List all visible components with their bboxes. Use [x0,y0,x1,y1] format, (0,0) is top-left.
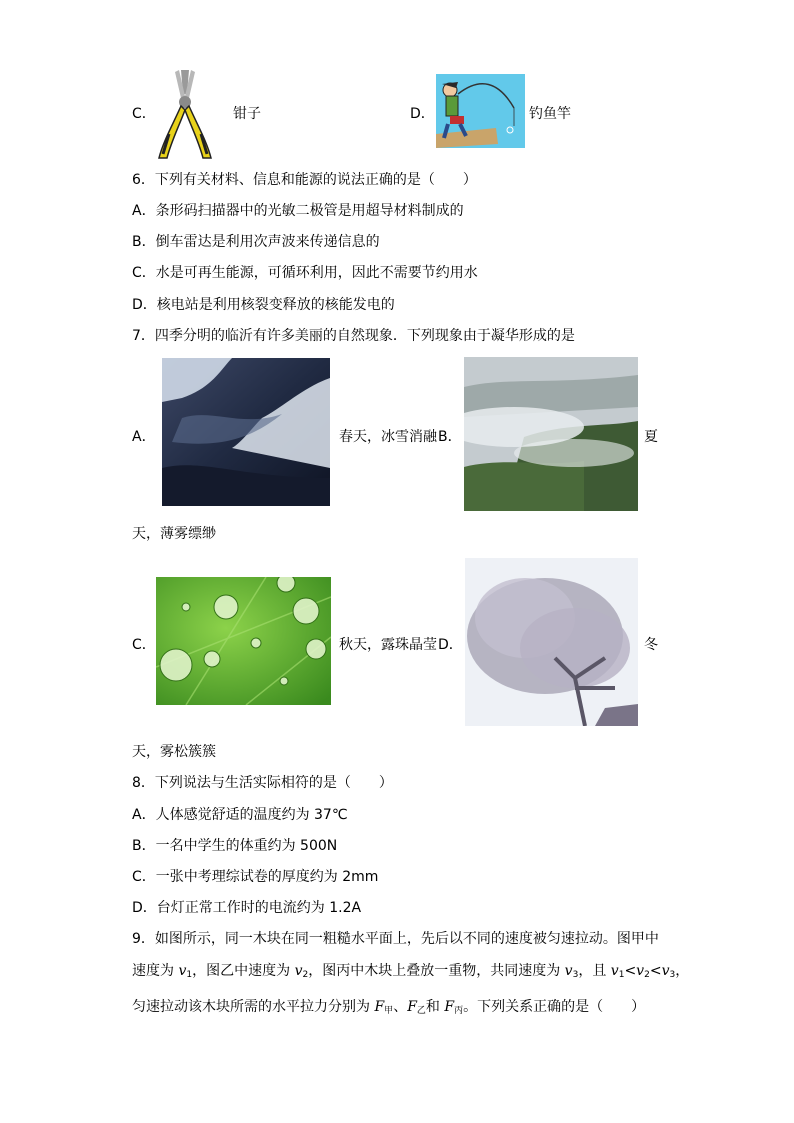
q7-option-d-continuation: 天，雾松簇簇 [132,744,216,760]
q7-option-b-label: B． [438,429,462,445]
rime-tree-image [465,558,638,726]
q7-option-a-text: 春天，冰雪消融 [339,429,437,445]
q9-line-3: 匀速拉动该木块所需的水平拉力分别为 $F_甲$、$F_乙$和 $F_丙$。下列关系正确的是（ ） [132,999,646,1016]
q7-option-c-text: 秋天，露珠晶莹 [339,637,437,653]
q7-option-b-text: 夏 [644,429,658,445]
q8-option-c: C．一张中考理综试卷的厚度约为 2mm [132,869,379,885]
q5-option-d-text: 钓鱼竿 [529,106,571,122]
mist-image [464,357,638,511]
q5-option-d-label: D． [410,106,435,122]
q9-line-1: 9．如图所示，同一木块在同一粗糙水平面上，先后以不同的速度被匀速拉动。图甲中 [132,931,659,947]
q6-option-b: B．倒车雷达是利用次声波来传递信息的 [132,234,380,250]
pliers-image [153,64,217,160]
q7-option-c-label: C． [132,637,156,653]
q6-stem: 6．下列有关材料、信息和能源的说法正确的是（ ） [132,172,477,188]
q7-option-a-label: A． [132,429,156,445]
melting-ice-image [162,358,330,506]
q8-option-d: D．台灯正常工作时的电流约为 1.2A [132,900,362,916]
q9-line-2: 速度为 $v_1$，图乙中速度为 $v_2$，图丙中木块上叠放一重物，共同速度为 $v_3$，且 $v_1<v_2<v_3$， [132,963,690,980]
q5-option-c-label: C． [132,106,156,122]
q8-option-a: A．人体感觉舒适的温度约为 37℃ [132,807,348,823]
dewdrops-image [156,577,331,705]
q8-stem: 8．下列说法与生活实际相符的是（ ） [132,775,393,791]
q7-option-d-text: 冬 [644,637,658,653]
q6-option-d: D．核电站是利用核裂变释放的核能发电的 [132,297,395,313]
q7-option-b-continuation: 天，薄雾缥缈 [132,526,216,542]
q8-option-b: B．一名中学生的体重约为 500N [132,838,338,854]
q5-option-c-text: 钳子 [233,106,261,122]
q7-option-d-label: D． [438,637,463,653]
fishing-rod-image [436,74,525,148]
q7-stem: 7．四季分明的临沂有许多美丽的自然现象．下列现象由于凝华形成的是 [132,328,575,344]
q6-option-c: C．水是可再生能源，可循环利用，因此不需要节约用水 [132,265,478,281]
q6-option-a: A．条形码扫描器中的光敏二极管是用超导材料制成的 [132,203,464,219]
